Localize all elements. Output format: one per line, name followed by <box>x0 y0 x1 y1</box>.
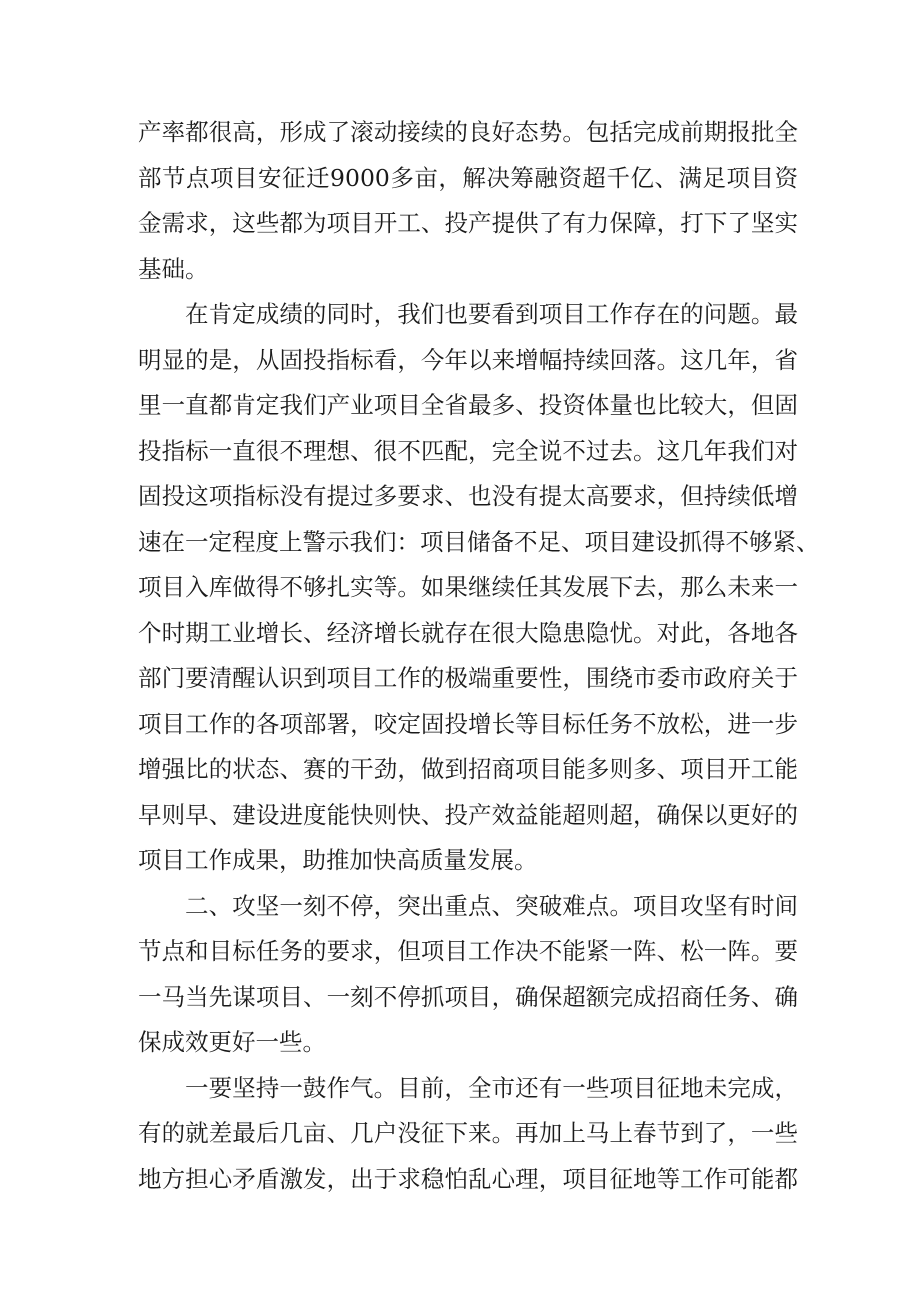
text-line: 保成效更好一些。 <box>138 1028 326 1056</box>
text-line: 速在一定程度上警示我们：项目储备不足、项目建设抓得不够紧、 <box>138 527 820 556</box>
text-line: 个时期工业增长、经济增长就存在很大隐患隐忧。对此，各地各 <box>138 618 798 647</box>
document-body <box>138 110 820 1202</box>
text-line: 节点和目标任务的要求，但项目工作决不能紧一阵、松一阵。要 <box>138 937 798 965</box>
text-line: 地方担心矛盾激发，出于求稳怕乱心理，项目征地等工作可能都 <box>138 1164 798 1193</box>
text-line: 部门要清醒认识到项目工作的极端重要性，围绕市委市政府关于 <box>138 664 798 692</box>
text-line: 项目工作成果，助推加快高质量发展。 <box>138 846 538 874</box>
text-line: 项目入库做得不够扎实等。如果继续任其发展下去，那么未来一 <box>138 573 798 601</box>
text-line: 明显的是，从固投指标看，今年以来增幅持续回落。这几年，省 <box>138 345 798 374</box>
text-line: 项目工作的各项部署，咬定固投增长等目标任务不放松，进一步 <box>138 709 798 738</box>
text-line: 二、攻坚一刻不停，突出重点、突破难点。项目攻坚有时间 <box>185 891 798 920</box>
text-line: 部节点项目安征迁9000多亩，解决筹融资超千亿、满足项目资 <box>138 163 798 192</box>
text-line: 固投这项指标没有提过多要求、也没有提太高要求，但持续低增 <box>138 482 798 510</box>
text-line: 有的就差最后几亩、几户没征下来。再加上马上春节到了，一些 <box>138 1119 798 1147</box>
text-line: 基础。 <box>138 254 209 283</box>
text-line: 金需求，这些都为项目开工、投产提供了有力保障，打下了坚实 <box>138 209 798 237</box>
text-line: 里一直都肯定我们产业项目全省最多、投资体量也比较大，但固 <box>138 391 798 419</box>
text-line: 一马当先谋项目、一刻不停抓项目，确保超额完成招商任务、确 <box>138 982 798 1011</box>
text-line: 在肯定成绩的同时，我们也要看到项目工作存在的问题。最 <box>185 300 798 328</box>
text-line: 早则早、建设进度能快则快、投产效益能超则超，确保以更好的 <box>138 800 798 829</box>
text-line: 投指标一直很不理想、很不匹配，完全说不过去。这几年我们对 <box>138 436 798 465</box>
text-line: 增强比的状态、赛的干劲，做到招商项目能多则多、项目开工能 <box>138 755 798 783</box>
text-line: 产率都很高，形成了滚动接续的良好态势。包括完成前期报批全 <box>138 118 798 146</box>
text-line: 一要坚持一鼓作气。目前，全市还有一些项目征地未完成， <box>185 1073 798 1102</box>
